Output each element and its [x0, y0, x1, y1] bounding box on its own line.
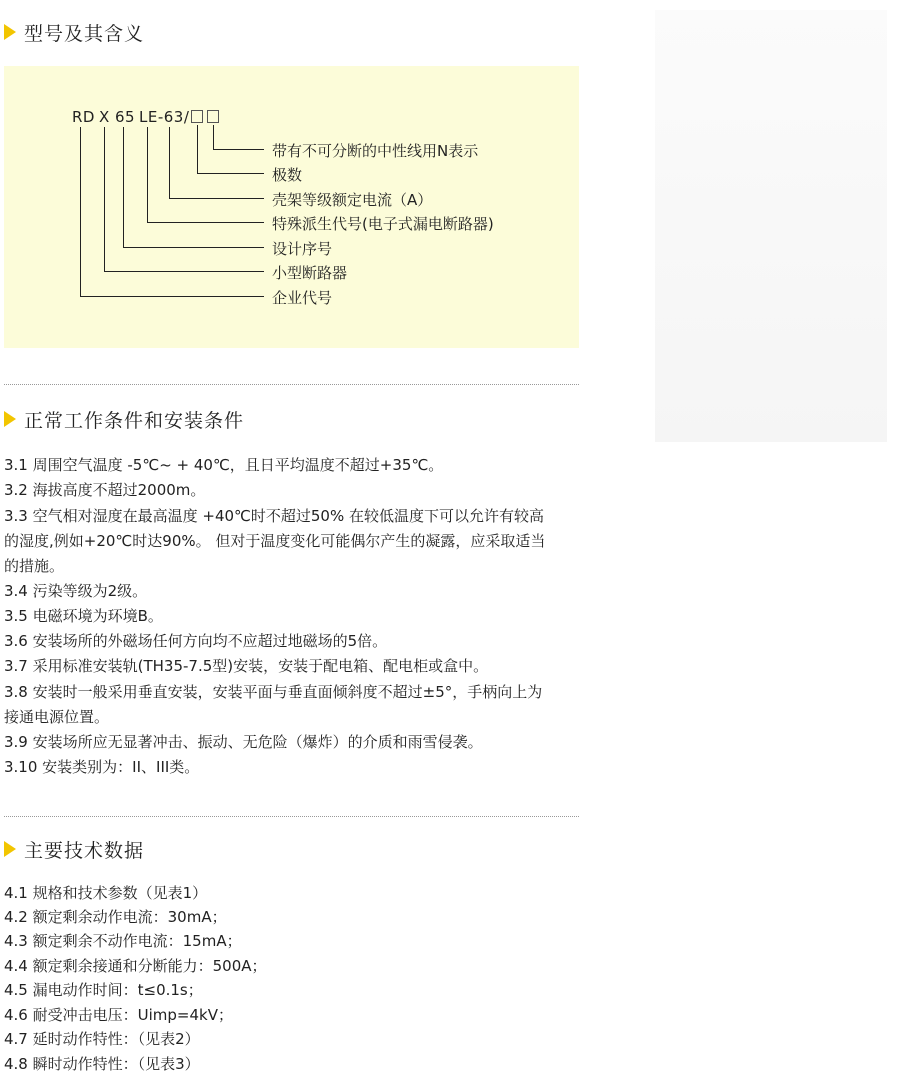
placeholder-box-1: [191, 110, 203, 123]
desc-frame-current: 壳架等级额定电流（A）: [272, 191, 433, 209]
condition-line: 3.7 采用标准安装轨(TH35-7.5型)安装，安装于配电箱、配电柜或盒中。: [4, 657, 489, 675]
section-title-conditions: 正常工作条件和安装条件: [24, 409, 245, 432]
tech-line: 4.8 瞬时动作特性：（见表3）: [4, 1055, 200, 1073]
condition-line: 3.2 海拔高度不超过2000m。: [4, 481, 206, 499]
model-code-rd: RD: [72, 108, 95, 126]
condition-line: 3.1 周围空气温度 -5℃~ + 40℃，且日平均温度不超过+35℃。: [4, 456, 444, 474]
condition-line: 的湿度,例如+20℃时达90%。 但对于温度变化可能偶尔产生的凝露，应采取适当: [4, 532, 546, 550]
tech-line: 4.7 延时动作特性：（见表2）: [4, 1030, 200, 1048]
faint-background-panel: [655, 10, 887, 442]
condition-line: 3.9 安装场所应无显著冲击、振动、无危险（爆炸）的介质和雨雪侵袭。: [4, 733, 483, 751]
tech-line: 4.2 额定剩余动作电流：30mA；: [4, 908, 227, 926]
desc-design-number: 设计序号: [272, 240, 333, 258]
condition-line: 3.6 安装场所的外磁场任何方向均不应超过地磁场的5倍。: [4, 632, 388, 650]
triangle-bullet-icon: [4, 841, 16, 857]
desc-miniature-breaker: 小型断路器: [272, 264, 348, 282]
model-code-65: 65: [115, 108, 136, 126]
tech-line: 4.6 耐受冲击电压：Uimp=4kV；: [4, 1006, 233, 1024]
section-header-model: [4, 18, 144, 46]
condition-line: 接通电源位置。: [4, 708, 110, 726]
condition-line: 3.5 电磁环境为环境B。: [4, 607, 163, 625]
section-title-model: 型号及其含义: [24, 22, 145, 45]
model-code-le63: LE-63/: [139, 108, 190, 126]
desc-company-code: 企业代号: [272, 289, 333, 307]
desc-derived-code: 特殊派生代号(电子式漏电断路器): [272, 215, 494, 233]
dotted-divider: [4, 816, 579, 817]
condition-line: 3.10 安装类别为：II、III类。: [4, 758, 200, 776]
condition-line: 3.8 安装时一般采用垂直安装，安装平面与垂直面倾斜度不超过±5°，手柄向上为: [4, 683, 543, 701]
condition-line: 3.4 污染等级为2级。: [4, 582, 148, 600]
triangle-bullet-icon: [4, 411, 16, 427]
section-header-tech: [4, 835, 144, 863]
tech-line: 4.5 漏电动作时间：t≤0.1s；: [4, 981, 203, 999]
tech-line: 4.4 额定剩余接通和分断能力：500A；: [4, 957, 267, 975]
tech-line: 4.3 额定剩余不动作电流：15mA；: [4, 932, 242, 950]
placeholder-box-2: [207, 110, 219, 123]
desc-neutral-pole: 带有不可分断的中性线用N表示: [272, 142, 479, 160]
tech-line: 4.1 规格和技术参数（见表1）: [4, 884, 208, 902]
condition-line: 3.3 空气相对湿度在最高温度 +40℃时不超过50% 在较低温度下可以允许有较高: [4, 507, 545, 525]
triangle-bullet-icon: [4, 24, 16, 40]
section-header-conditions: [4, 405, 244, 433]
condition-line: 的措施。: [4, 557, 65, 575]
section-title-tech: 主要技术数据: [24, 839, 145, 862]
model-code-x: X: [99, 108, 110, 126]
dotted-divider: [4, 384, 579, 385]
desc-poles: 极数: [272, 166, 303, 184]
